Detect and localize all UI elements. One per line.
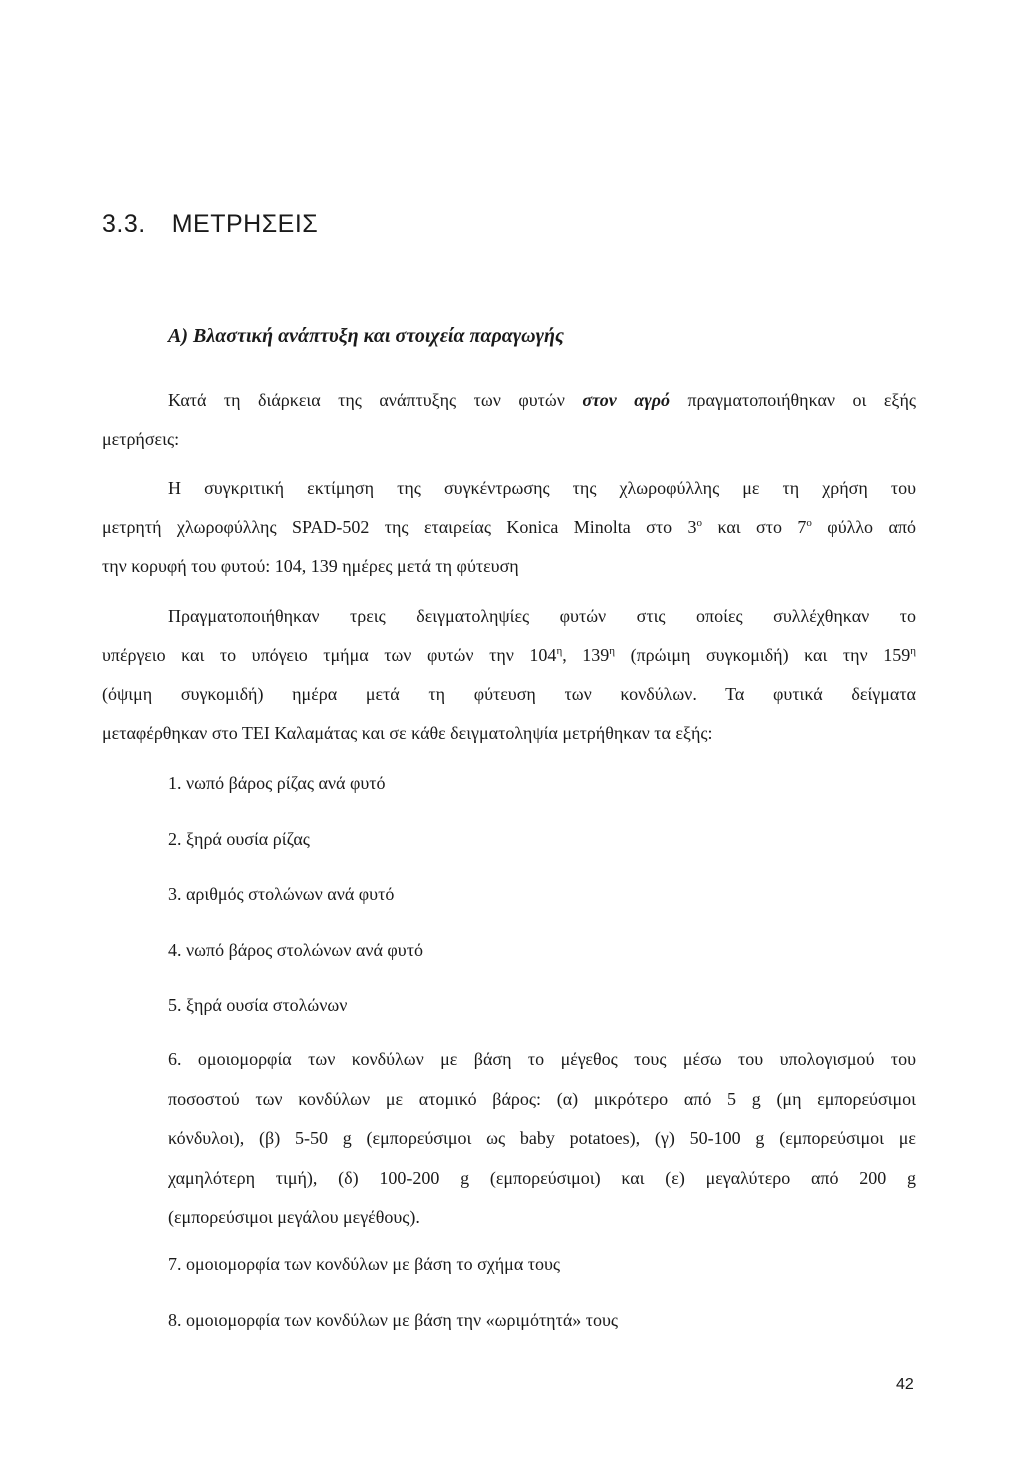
sampling-line-1-text: Πραγματοποιήθηκαν τρεις δειγματοληψίες φυτών στις οποίες συλλέχθηκαν το bbox=[168, 606, 916, 626]
intro-line-1 bbox=[102, 381, 916, 420]
item6-line-1: 6. ομοιομορφία των κονδύλων με βάση το μέγεθος τους μέσω του υπολογισμού του bbox=[168, 1049, 916, 1069]
superscript: ο bbox=[696, 517, 703, 529]
chlorophyll-line-1-text: Η συγκριτική εκτίμηση της συγκέντρωσης της χλωροφύλλης με τη χρήση του bbox=[168, 478, 916, 498]
list-item-6 bbox=[168, 1040, 916, 1238]
superscript: η bbox=[910, 645, 917, 657]
list-item: 3. αριθμός στολώνων ανά φυτό bbox=[168, 884, 395, 904]
sampling-line-2-b: , 139 bbox=[562, 645, 610, 665]
chlorophyll-line-2-b: και στο 7 bbox=[702, 517, 807, 537]
list-item-7: 7. ομοιομορφία των κονδύλων με βάση το σχήμα τους bbox=[168, 1254, 561, 1274]
subsection-heading: Α) Βλαστική ανάπτυξη και στοιχεία παραγωγής bbox=[168, 325, 564, 347]
intro-line-2: μετρήσεις: bbox=[102, 429, 180, 449]
list-item-8: 8. ομοιομορφία των κονδύλων με βάση την «ωριμότητά» τους bbox=[168, 1310, 619, 1330]
list-item: 1. νωπό βάρος ρίζας ανά φυτό bbox=[168, 773, 386, 793]
item6-line-4: χαμηλότερη τιμή), (δ) 100-200 g (εμπορεύσιμοι) και (ε) μεγαλύτερο από 200 g bbox=[168, 1167, 916, 1188]
sampling-line-4: μεταφέρθηκαν στο ΤΕΙ Καλαμάτας και σε κάθε δειγματοληψία μετρήθηκαν τα εξής: bbox=[102, 723, 713, 743]
item6-line-2: ποσοστού των κονδύλων με ατομικό βάρος: (α) μικρότερο από 5 g (μη εμπορεύσιμοι bbox=[168, 1088, 916, 1109]
chlorophyll-line-3: την κορυφή του φυτού: 104, 139 ημέρες μετά τη φύτευση bbox=[102, 556, 519, 576]
intro-text-after: πραγματοποιήθηκαν οι εξής bbox=[669, 390, 916, 410]
item6-line-3: κόνδυλοι), (β) 5-50 g (εμπορεύσιμοι ως baby potatoes), (γ) 50-100 g (εμπορεύσιμοι με bbox=[168, 1128, 916, 1148]
section-heading bbox=[102, 210, 318, 239]
sampling-line-2-c: (πρώιμη συγκομιδή) και την 159 bbox=[615, 645, 911, 665]
item6-line-5: (εμπορεύσιμοι μεγάλου μεγέθους). bbox=[168, 1207, 420, 1227]
superscript: η bbox=[609, 645, 616, 657]
sampling-line-2-a: υπέργειο και το υπόγειο τμήμα των φυτών την 104 bbox=[102, 645, 557, 665]
sampling-line-3: (όψιμη συγκομιδή) ημέρα μετά τη φύτευση των κονδύλων. Τα φυτικά δείγματα bbox=[102, 684, 916, 704]
superscript: ο bbox=[806, 517, 812, 529]
chlorophyll-line-1 bbox=[102, 469, 916, 508]
chlorophyll-line-2-c: φύλλο από bbox=[811, 517, 916, 537]
section-title: ΜΕΤΡΗΣΕΙΣ bbox=[171, 210, 319, 238]
superscript: η bbox=[556, 645, 563, 657]
chlorophyll-line-2-a: μετρητή χλωροφύλλης SPAD-502 της εταιρείας Konica Minolta στο 3 bbox=[102, 517, 697, 537]
section-number: 3.3. bbox=[102, 210, 146, 238]
list-item: 5. ξηρά ουσία στολώνων bbox=[168, 995, 348, 1015]
list-item: 2. ξηρά ουσία ρίζας bbox=[168, 829, 310, 849]
chlorophyll-line-2 bbox=[102, 508, 916, 547]
intro-text-before: Κατά τη διάρκεια της ανάπτυξης των φυτών bbox=[168, 390, 583, 410]
page-number: 42 bbox=[896, 1376, 914, 1393]
intro-paragraph bbox=[102, 381, 916, 459]
sampling-line-1 bbox=[102, 597, 916, 636]
list-item: 4. νωπό βάρος στολώνων ανά φυτό bbox=[168, 940, 423, 960]
sampling-line-2 bbox=[102, 636, 916, 675]
chlorophyll-paragraph bbox=[102, 469, 916, 586]
sampling-paragraph bbox=[102, 597, 916, 753]
intro-emphasis: στον αγρό bbox=[582, 390, 670, 410]
